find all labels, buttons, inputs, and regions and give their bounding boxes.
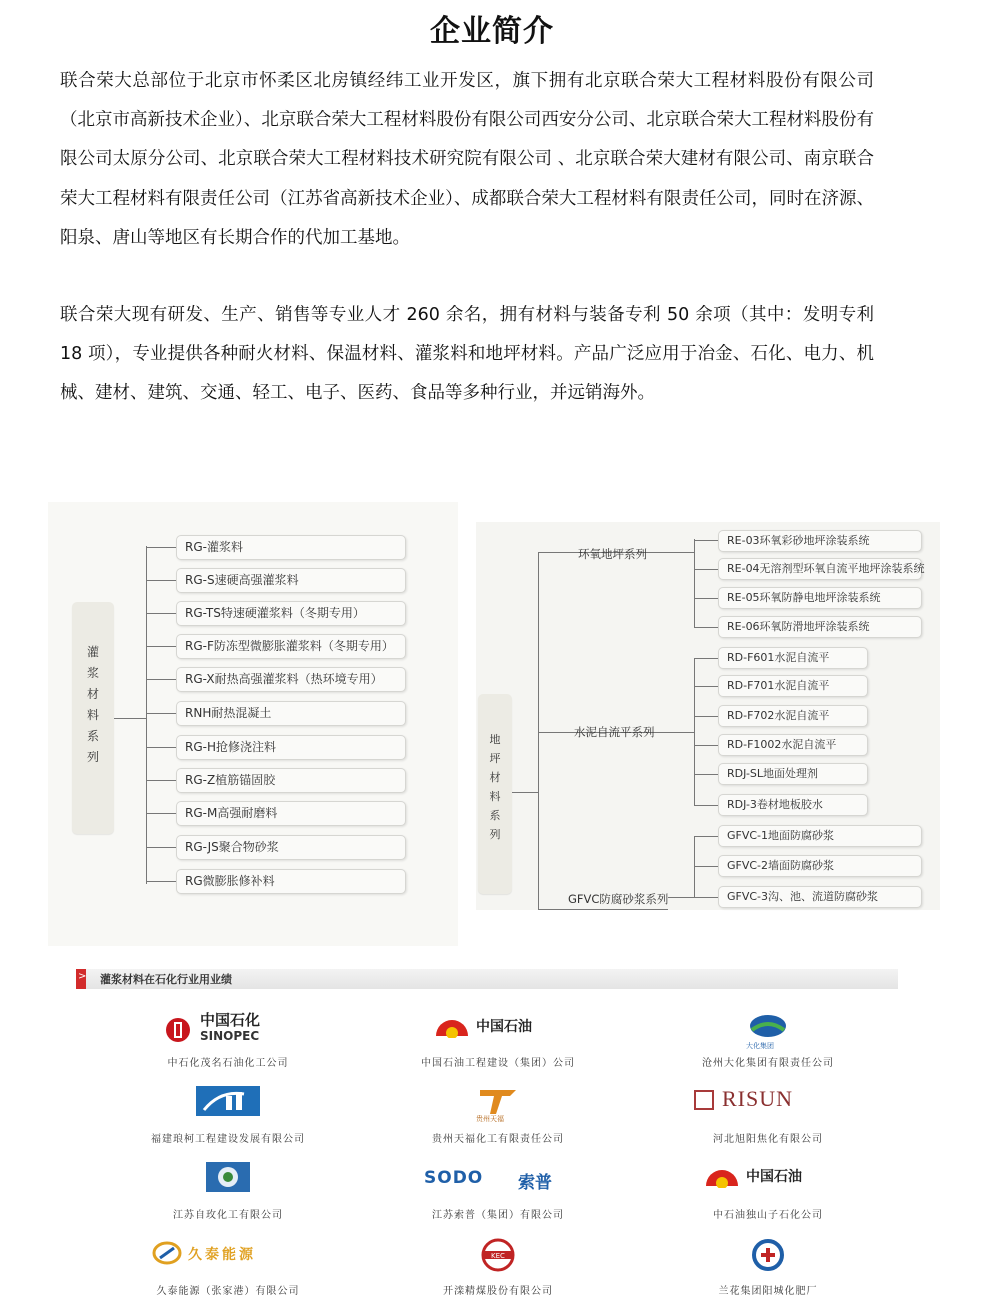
- floor-item: RD-F601水泥自流平: [718, 647, 868, 669]
- petrochina-logo: [348, 1008, 648, 1050]
- floor-item: RDJ-3卷材地板胶水: [718, 794, 868, 816]
- partner-logo-cell: [348, 1160, 648, 1221]
- connector: [146, 547, 176, 548]
- kec-logo: [348, 1236, 648, 1278]
- connector: [146, 747, 176, 748]
- kec-label: KEC: [491, 1252, 505, 1260]
- connector: [146, 813, 176, 814]
- lanhua-icon: [748, 1238, 788, 1272]
- lanhua-logo: [618, 1236, 918, 1278]
- root-char: 列: [489, 828, 501, 841]
- floor-item: GFVC-3沟、池、流道防腐砂浆: [718, 886, 922, 908]
- connector: [694, 658, 718, 659]
- company-name: 福建琅柯工程建设发展有限公司: [151, 1134, 305, 1145]
- grout-item: RG-TS特速硬灌浆料（冬期专用）: [176, 601, 406, 626]
- connector: [146, 847, 176, 848]
- connector: [146, 881, 176, 882]
- logo-text-cn: 中国石化: [200, 1011, 261, 1029]
- sopo-logo: [348, 1160, 648, 1202]
- root-char: 地: [489, 733, 501, 746]
- floor-item: RE-04无溶剂型环氧自流平地坪涂装系统: [718, 558, 922, 580]
- company-name: 中国石油工程建设（集团）公司: [421, 1058, 575, 1069]
- grout-item: RG-JS聚合物砂浆: [176, 835, 406, 860]
- jiutai-logo: [78, 1236, 378, 1278]
- floor-item: GFVC-1地面防腐砂浆: [718, 825, 922, 847]
- langke-icon: [196, 1086, 260, 1118]
- logo-text: 中国石油: [746, 1169, 802, 1185]
- connector: [694, 716, 718, 717]
- sinopec-logo: [78, 1008, 378, 1050]
- floor-item: RD-F701水泥自流平: [718, 675, 868, 697]
- langke-logo: [78, 1084, 378, 1126]
- floor-item: RE-03环氧彩砂地坪涂装系统: [718, 530, 922, 552]
- partner-logo-cell: [78, 1236, 378, 1297]
- dahua-icon: [748, 1012, 788, 1044]
- floor-root-node: [478, 694, 512, 894]
- floor-item: RE-05环氧防静电地坪涂装系统: [718, 587, 922, 609]
- grout-item: RG-F防冻型微膨胀灌浆料（冬期专用）: [176, 634, 406, 659]
- grout-root-node: [72, 602, 114, 834]
- root-char: 材: [489, 771, 501, 784]
- company-name: 河北旭阳焦化有限公司: [713, 1134, 823, 1145]
- grout-item: RG-X耐热高强灌浆料（热环境专用）: [176, 667, 406, 692]
- grout-item: RNH耐热混凝土: [176, 701, 406, 726]
- company-name: 江苏自玫化工有限公司: [173, 1210, 283, 1221]
- company-name: 久泰能源（张家港）有限公司: [156, 1286, 300, 1297]
- connector: [694, 774, 718, 775]
- company-name: 中石油独山子石化公司: [713, 1210, 823, 1221]
- intro-paragraph-1: 联合荣大总部位于北京市怀柔区北房镇经纬工业开发区，旗下拥有北京联合荣大工程材料股份有限公司（北京市高新技术企业）、北京联合荣大工程材料股份有限公司西安分公司、北京联合荣大工程材料股份有限公司太原分公司、北京联合荣大工程材料技术研究院有限公司 、北京联合荣大建材有限公司、南京联合荣大工程材料有限责任公司（江苏省高新技术企业）、成都联合荣大工程材料有限责任公司，同时在济源、阳泉、唐山等地区有长期合作的代加工基地。: [60, 71, 874, 248]
- connector: [114, 718, 146, 719]
- logo-text: RISUN: [722, 1086, 794, 1111]
- logo-text: [200, 1012, 260, 1044]
- connector: [694, 686, 718, 687]
- root-char: 材: [86, 687, 99, 701]
- grout-item: RG微膨胀修补料: [176, 869, 406, 894]
- grout-item: RG-H抢修浇注料: [176, 735, 406, 760]
- logo-text: 大化集团: [746, 1042, 774, 1050]
- company-name: 兰花集团阳城化肥厂: [718, 1286, 818, 1297]
- connector: [694, 805, 718, 806]
- root-char: 灌: [86, 645, 99, 659]
- grout-item: RG-Z植筋锚固胶: [176, 768, 406, 793]
- tianfu-logo: [348, 1084, 648, 1126]
- floor-item: RDJ-SL地面处理剂: [718, 763, 868, 785]
- section-marker: [76, 969, 86, 989]
- grout-diagram: [48, 502, 458, 946]
- floor-item: RD-F1002水泥自流平: [718, 734, 868, 756]
- connector: [668, 732, 694, 733]
- kec-icon: [478, 1238, 518, 1272]
- root-char: 浆: [86, 666, 99, 680]
- zimei-logo: [78, 1160, 378, 1202]
- connector: [538, 552, 539, 910]
- connector: [694, 836, 718, 837]
- partner-logo-cell: [348, 1008, 648, 1069]
- connector: [146, 679, 176, 680]
- connector: [146, 780, 176, 781]
- connector: [694, 897, 718, 898]
- page-title: 企业简介: [430, 14, 554, 49]
- logo-text-cn: 索普: [518, 1173, 552, 1193]
- floor-group-label: 环氧地坪系列: [578, 547, 647, 561]
- petrochina-icon: [704, 1164, 740, 1188]
- partner-logo-cell: [618, 1160, 918, 1221]
- connector: [668, 897, 694, 898]
- logo-text: 贵州天福: [476, 1115, 504, 1123]
- partner-logo-cell: [348, 1236, 648, 1297]
- root-char: 料: [86, 708, 99, 722]
- company-name: 江苏索普（集团）有限公司: [432, 1210, 564, 1221]
- dahua-logo: [618, 1008, 918, 1050]
- petrochina-logo: [618, 1160, 918, 1202]
- partner-logo-cell: [78, 1160, 378, 1221]
- logo-text: 中国石油: [476, 1019, 532, 1035]
- petrochina-icon: [434, 1014, 470, 1038]
- logo-text-en: SINOPEC: [200, 1029, 260, 1043]
- connector: [694, 598, 718, 599]
- jiutai-icon: [152, 1240, 182, 1266]
- floor-diagram: [476, 522, 940, 910]
- connector: [538, 909, 668, 910]
- connector: [694, 866, 718, 867]
- partner-logo-cell: [618, 1084, 918, 1145]
- intro-paragraph-2: 联合荣大现有研发、生产、销售等专业人才 260 余名，拥有材料与装备专利 50 余项（其中：发明专利 18 项），专业提供各种耐火材料、保温材料、灌浆料和地坪材料。产品广泛应用于冶金、石化、电力、机械、建材、建筑、交通、轻工、电子、医药、食品等多种行业，并远销海外。: [60, 305, 874, 404]
- grout-item: RG-S速硬高强灌浆料: [176, 568, 406, 593]
- partner-logo-cell: [348, 1084, 648, 1145]
- connector: [668, 552, 694, 553]
- risun-icon: [694, 1090, 714, 1110]
- partner-logo-cell: [78, 1008, 378, 1069]
- partner-logo-cell: [618, 1236, 918, 1297]
- grout-item: RG-灌浆料: [176, 535, 406, 560]
- company-name: 贵州天福化工有限责任公司: [432, 1134, 564, 1145]
- connector: [146, 613, 176, 614]
- connector: [146, 580, 176, 581]
- connector: [694, 745, 718, 746]
- connector: [694, 569, 718, 570]
- root-char: 料: [489, 790, 501, 803]
- connector: [694, 627, 718, 628]
- connector: [146, 546, 147, 884]
- connector: [694, 540, 718, 541]
- root-char: 系: [86, 729, 99, 743]
- company-name: 沧州大化集团有限责任公司: [702, 1058, 834, 1069]
- chevron-right-icon: >: [78, 971, 87, 982]
- zimei-icon: [206, 1162, 250, 1194]
- root-char: 坪: [489, 752, 501, 765]
- company-name: 开滦精煤股份有限公司: [443, 1286, 553, 1297]
- partners-section-header: [76, 969, 898, 989]
- root-char: 系: [489, 809, 501, 822]
- logo-text: 久泰能源: [188, 1247, 256, 1263]
- floor-group-label: 水泥自流平系列: [574, 725, 655, 739]
- risun-logo: [618, 1084, 918, 1126]
- floor-item: RD-F702水泥自流平: [718, 705, 868, 727]
- partner-logo-cell: [78, 1084, 378, 1145]
- logo-text: SODO: [424, 1168, 484, 1188]
- connector: [694, 539, 695, 627]
- partner-logo-cell: [618, 1008, 918, 1069]
- grout-item: RG-M高强耐磨料: [176, 801, 406, 826]
- floor-item: RE-06环氧防滑地坪涂装系统: [718, 616, 922, 638]
- floor-group-label: GFVC防腐砂浆系列: [568, 892, 669, 906]
- connector: [146, 713, 176, 714]
- floor-item: GFVC-2墙面防腐砂浆: [718, 855, 922, 877]
- root-char: 列: [86, 750, 99, 764]
- partners-section-title: 灌浆材料在石化行业用业绩: [100, 973, 232, 986]
- connector: [146, 646, 176, 647]
- connector: [694, 658, 695, 806]
- connector: [512, 792, 538, 793]
- company-name: 中石化茂名石油化工公司: [167, 1058, 289, 1069]
